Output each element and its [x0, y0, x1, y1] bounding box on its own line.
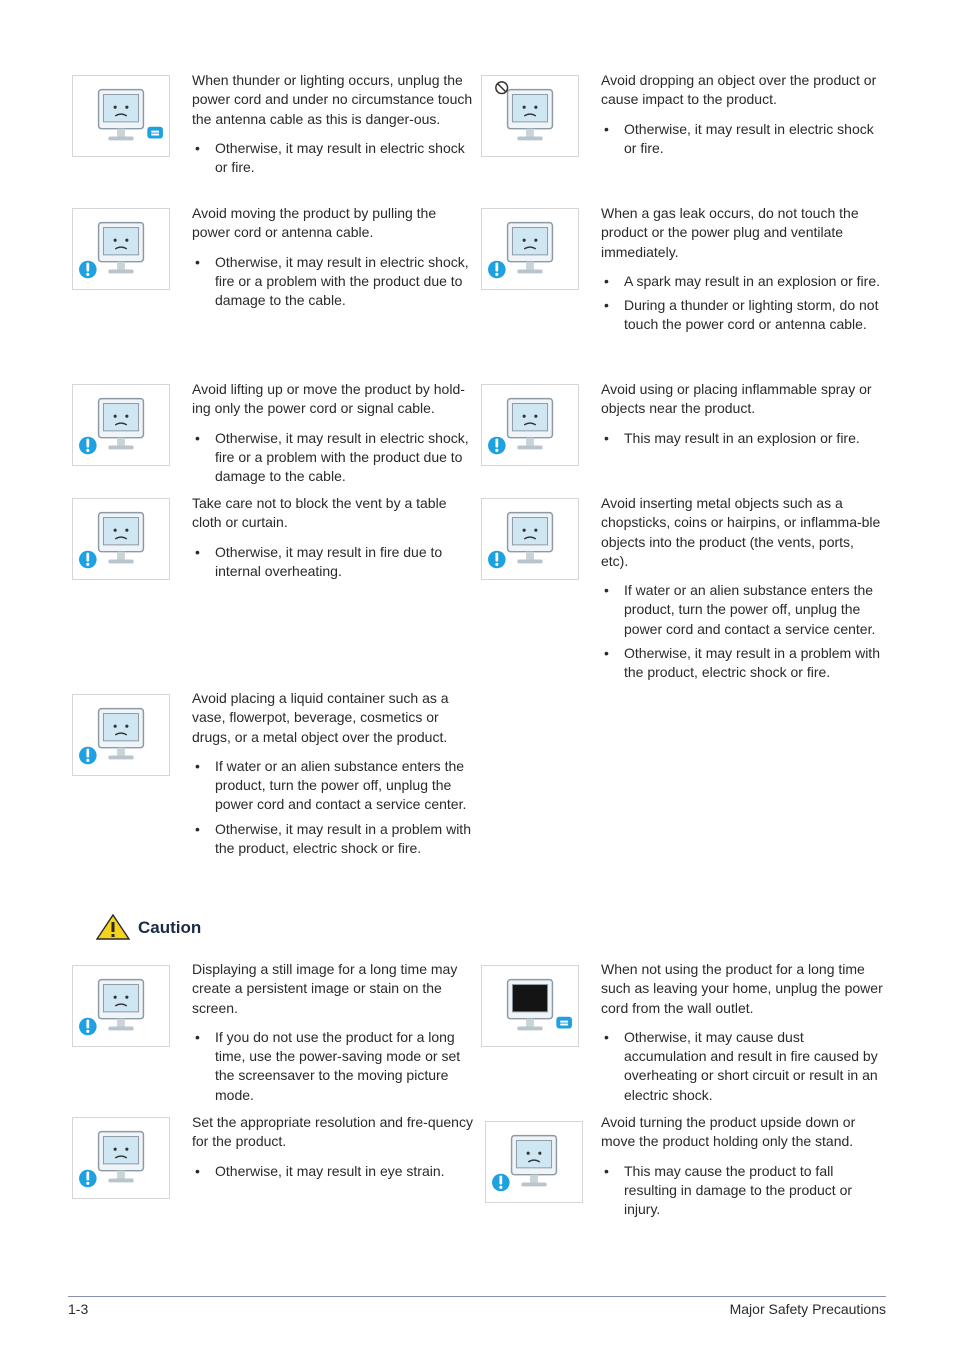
resolution-icon [72, 1117, 170, 1199]
precaution-text: Avoid moving the product by pulling the power cord or antenna cable. • Otherwise, it may result in electric shock, fire or a problem with the product due to damage to the cable. [192, 204, 474, 315]
bullet: • This may result in an explosion or fire. [601, 429, 883, 448]
page-number: 1-3 [68, 1301, 89, 1317]
footer-rule [68, 1296, 886, 1297]
precaution-text: When thunder or lighting occurs, unplug the power cord and under no circumstance touch the antenna cable as this is danger-ous. • Otherwise, it may result in electric shock or fire. [192, 71, 474, 182]
bullet: • If water or an alien substance enters the product, turn the power off, unplug the power cord and contact a service center. [601, 581, 883, 639]
caution-triangle-icon [96, 914, 130, 940]
bullet: • Otherwise, it may result in fire due to internal overheating. [192, 543, 474, 582]
caution-label: Caution [138, 918, 202, 937]
unplug-outlet-icon [481, 965, 579, 1047]
blocked-vent-icon [72, 498, 170, 580]
precaution-text: Avoid inserting metal objects such as a chopsticks, coins or hairpins, or inflamma-ble objects into the product (the vents, ports, etc). • If water or an alien substance enters the product, turn the power off, unplug the power cord and contact a service center. • Otherwise, it may result in a problem with the product, electric shock or fire. [601, 494, 883, 688]
precaution-text: When a gas leak occurs, do not touch the product or the power plug and ventilate immediately. • A spark may result in an explosion or fire. • During a thunder or lighting storm, do not touch the power cord or antenna cable. [601, 204, 883, 340]
precaution-text: Set the appropriate resolution and fre-quency for the product. • Otherwise, it may result in eye strain. [192, 1113, 474, 1186]
lift-by-cable-icon [72, 384, 170, 466]
bullet: • Otherwise, it may result in electric shock or fire. [601, 120, 883, 159]
precaution-text: Avoid placing a liquid container such as a vase, flowerpot, beverage, cosmetics or drugs, or a metal object over the product. • If water or an alien substance enters the product, turn the power off, unplug the power cord and contact a service center. • Otherwise, it may result in a problem with the product, electric shock or fire. [192, 689, 474, 863]
precaution-text: Avoid dropping an object over the product or cause impact to the product. • Otherwise, it may result in electric shock or fire. [601, 71, 883, 163]
bullet: • During a thunder or lighting storm, do not touch the power cord or antenna cable. [601, 296, 883, 335]
bullet: • Otherwise, it may result in a problem with the product, electric shock or fire. [192, 820, 474, 859]
bullet: • If water or an alien substance enters the product, turn the power off, unplug the power cord and contact a service center. [192, 757, 474, 815]
unplug-thunder-icon [72, 75, 170, 157]
bullet: • Otherwise, it may cause dust accumulation and result in fire caused by overheating or short circuit or result in an electric shock. [601, 1028, 883, 1105]
precaution-text: When not using the product for a long time such as leaving your home, unplug the power cord from the wall outlet. • Otherwise, it may cause dust accumulation and result in fire caused by overheating or short circuit or result in an electric shock. [601, 960, 883, 1110]
gas-leak-icon [481, 208, 579, 290]
liquid-container-icon [72, 694, 170, 776]
metal-objects-icon [481, 498, 579, 580]
precaution-text: Displaying a still image for a long time may create a persistent image or stain on the screen. • If you do not use the product for a long time, use the power-saving mode or set the screensaver to the moving picture mode. [192, 960, 474, 1110]
precaution-text: Avoid turning the product upside down or move the product holding only the stand. • This may cause the product to fall resulting in damage to the product or injury. [601, 1113, 883, 1224]
bullet: • Otherwise, it may result in electric shock, fire or a problem with the product due to damage to the cable. [192, 429, 474, 487]
still-image-icon [72, 965, 170, 1047]
section-title: Major Safety Precautions [729, 1301, 886, 1317]
falling-object-icon [481, 75, 579, 157]
precaution-text: Avoid using or placing inflammable spray or objects near the product. • This may result in an explosion or fire. [601, 380, 883, 453]
precaution-text: Avoid lifting up or move the product by hold-ing only the power cord or signal cable. • Otherwise, it may result in electric shock, fire or a problem with the product due to damage to the cable. [192, 380, 474, 491]
upside-down-icon [485, 1121, 583, 1203]
inflammable-spray-icon [481, 384, 579, 466]
bullet: • Otherwise, it may result in electric shock, fire or a problem with the product due to damage to the cable. [192, 253, 474, 311]
bullet: • A spark may result in an explosion or fire. [601, 272, 883, 291]
precaution-text: Take care not to block the vent by a table cloth or curtain. • Otherwise, it may result in fire due to internal overheating. [192, 494, 474, 586]
bullet: • Otherwise, it may result in electric shock or fire. [192, 139, 474, 178]
bullet: • Otherwise, it may result in a problem with the product, electric shock or fire. [601, 644, 883, 683]
pull-cord-icon [72, 208, 170, 290]
bullet: • This may cause the product to fall resulting in damage to the product or injury. [601, 1162, 883, 1220]
bullet: • Otherwise, it may result in eye strain. [192, 1162, 474, 1181]
bullet: • If you do not use the product for a long time, use the power-saving mode or set the screensaver to the moving picture mode. [192, 1028, 474, 1105]
